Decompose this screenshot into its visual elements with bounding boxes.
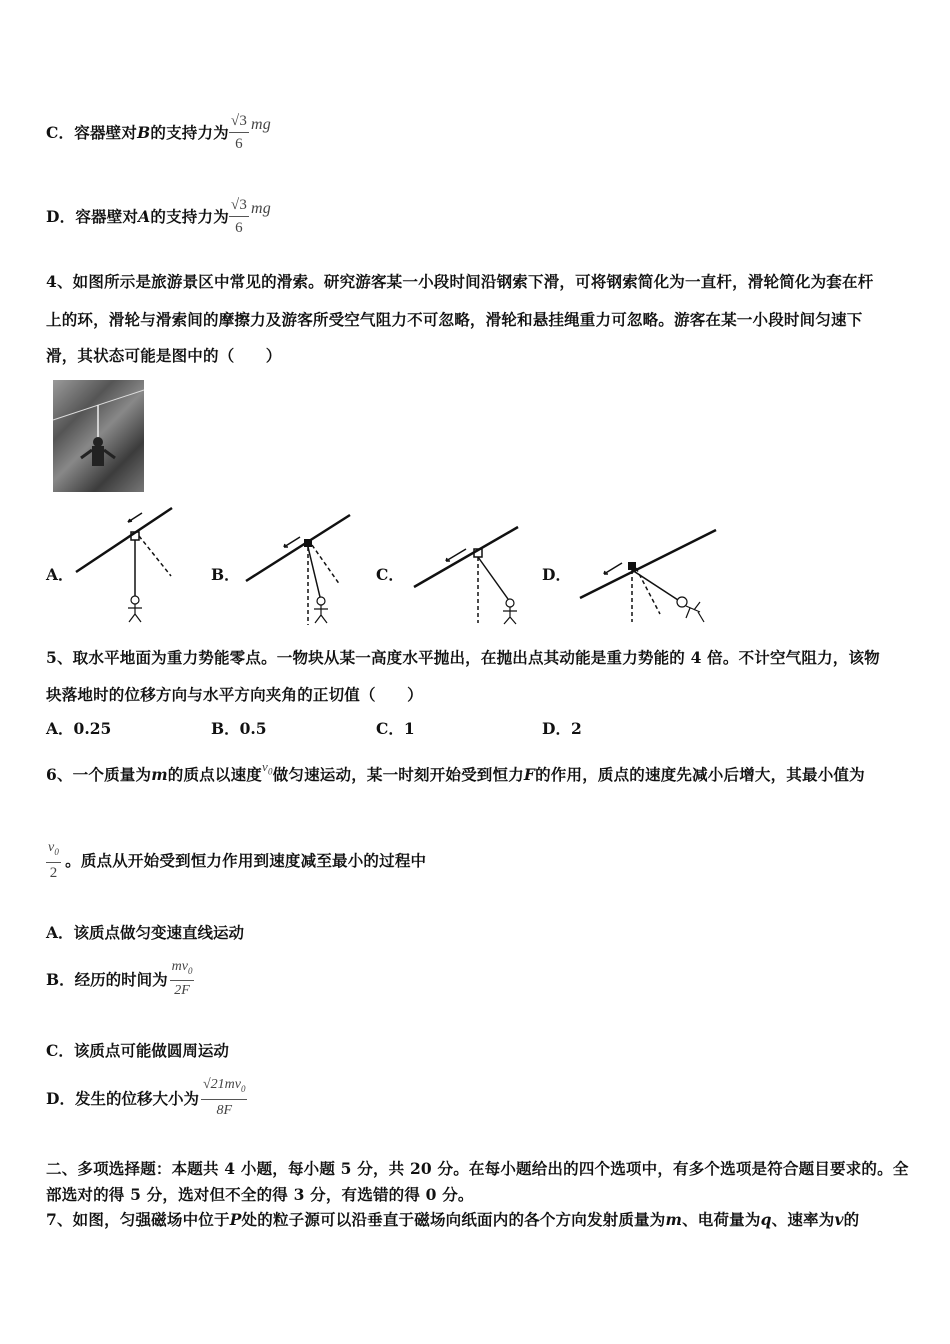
var-v: v	[834, 1210, 844, 1229]
q6-text-1: 6、一个质量为	[46, 765, 152, 784]
q6-option-c	[46, 1039, 229, 1061]
q4-figure-c	[414, 527, 524, 627]
var-b: B	[137, 122, 151, 142]
q4-option-d-label: D．	[542, 565, 571, 584]
q3-option-d	[46, 188, 271, 244]
option-label: C．	[376, 719, 404, 738]
fraction-denominator: 2	[49, 864, 58, 881]
option-label: A．	[46, 923, 74, 942]
var-q: q	[760, 1210, 772, 1229]
option-text: 容器壁对	[75, 207, 139, 226]
q6-option-a	[46, 921, 244, 943]
q7-text-4: 、速率为	[771, 1210, 835, 1229]
fraction-v0-over-2	[46, 838, 61, 883]
fraction-numerator: $v_0$	[46, 838, 61, 863]
q6-line-1	[46, 759, 865, 786]
q5-option-c	[376, 717, 415, 739]
q4-line-1: 4、如图所示是旅游景区中常见的滑索。研究游客某一小段时间沿钢索下滑，可将钢索简化为一直杆，滑轮简化为套在杆	[46, 272, 874, 291]
option-text: 发生的位移大小为	[74, 1089, 199, 1108]
q6-option-b	[46, 954, 194, 1004]
option-text: 该质点可能做圆周运动	[73, 1041, 229, 1060]
option-value: 0.5	[239, 719, 267, 738]
option-text: 容器壁对	[74, 123, 138, 142]
fraction-denominator: 6	[235, 219, 243, 236]
q6-text-3: 做匀速运动，某一时刻开始受到恒力	[272, 765, 524, 784]
fraction-numerator: $√21mv_0$	[201, 1074, 248, 1101]
option-label: D．	[46, 207, 76, 226]
q6-text-2: 的质点以速度	[167, 765, 262, 784]
q6-text-4: 的作用，质点的速度先减小后增大，其最小值为	[535, 765, 865, 784]
q4-option-c-label: C．	[376, 565, 404, 584]
mg-symbol: mg	[251, 116, 271, 133]
option-text-2: 的支持力为	[150, 123, 229, 142]
option-label: C．	[46, 123, 75, 142]
q4-line-2: 上的环，滑轮与滑索间的摩擦力及游客所受空气阻力不可忽略，滑轮和悬挂绳重力可忽略。游客在某一小段时间匀速下	[46, 310, 863, 329]
option-label: A．	[46, 719, 74, 738]
option-text: 该质点做匀变速直线运动	[73, 923, 245, 942]
q5-line-2: 块落地时的位移方向与水平方向夹角的正切值（ ）	[46, 685, 423, 704]
fraction-denominator: 2F	[174, 983, 190, 999]
q6-line-2	[46, 838, 426, 883]
q7-line-1	[46, 1208, 859, 1230]
q3-option-c	[46, 104, 271, 160]
var-a: A	[138, 206, 151, 226]
option-label: D．	[542, 719, 571, 738]
q5-option-d	[542, 717, 582, 739]
section-2-line-1: 二、多项选择题：本题共 4 小题，每小题 5 分，共 20 分。在每小题给出的四个选项中，有多个选项是符合题目要求的。全	[46, 1159, 909, 1178]
q5-option-a	[46, 717, 111, 739]
fraction-denominator: 8F	[216, 1103, 232, 1119]
option-label: B．	[46, 970, 75, 989]
var-m: m	[665, 1210, 683, 1229]
fraction-numerator: √3	[229, 110, 249, 133]
q6-option-d	[46, 1072, 247, 1124]
option-text: 经历的时间为	[74, 970, 168, 989]
var-m: m	[151, 765, 168, 784]
option-value: 2	[570, 719, 582, 738]
q4-figure-d	[580, 530, 720, 625]
q5-option-b	[211, 717, 267, 739]
q4-option-a-label: A．	[46, 565, 74, 584]
option-value: 0.25	[73, 719, 112, 738]
mg-symbol: mg	[251, 200, 272, 217]
option-text-2: 的支持力为	[150, 207, 229, 226]
option-label: B．	[211, 719, 240, 738]
fraction-mv0-over-2f	[170, 957, 195, 1002]
q7-text-5: 的	[843, 1210, 860, 1229]
var-p: P	[229, 1210, 242, 1229]
q7-text-2: 处的粒子源可以沿垂直于磁场向纸面内的各个方向发射质量为	[241, 1210, 666, 1229]
q4-option-b-label: B．	[211, 565, 240, 584]
option-label: D．	[46, 1089, 75, 1108]
fraction-sqrt21mv0-over-8f	[201, 1074, 248, 1123]
q5-line-1: 5、取水平地面为重力势能零点。一物块从某一高度水平抛出，在抛出点其动能是重力势能的 4 倍。不计空气阻力，该物	[46, 648, 880, 667]
q7-text-3: 、电荷量为	[682, 1210, 761, 1229]
zipline-photo-figure	[53, 380, 144, 492]
fraction-numerator: $mv_0$	[170, 957, 195, 982]
q4-figure-a	[76, 508, 176, 626]
section-2-line-2: 部选对的得 5 分，选对但不全的得 3 分，有选错的得 0 分。	[46, 1185, 474, 1204]
q6-text-5: 。质点从开始受到恒力作用到速度减至最小的过程中	[65, 851, 427, 871]
v0-symbol: v0	[262, 759, 273, 777]
fraction-sqrt3-over-6	[229, 110, 249, 155]
q4-line-3: 滑，其状态可能是图中的（ ）	[46, 346, 282, 365]
option-value: 1	[403, 719, 415, 738]
option-label: C．	[46, 1041, 74, 1060]
fraction-sqrt3-over-6	[229, 194, 249, 239]
fraction-denominator: 6	[235, 135, 243, 152]
q7-text-1: 7、如图，匀强磁场中位于	[46, 1210, 230, 1229]
zipline-photo	[53, 380, 144, 492]
fraction-numerator: √3	[229, 194, 249, 217]
q4-figure-b	[246, 515, 356, 627]
var-f: F	[523, 765, 536, 784]
